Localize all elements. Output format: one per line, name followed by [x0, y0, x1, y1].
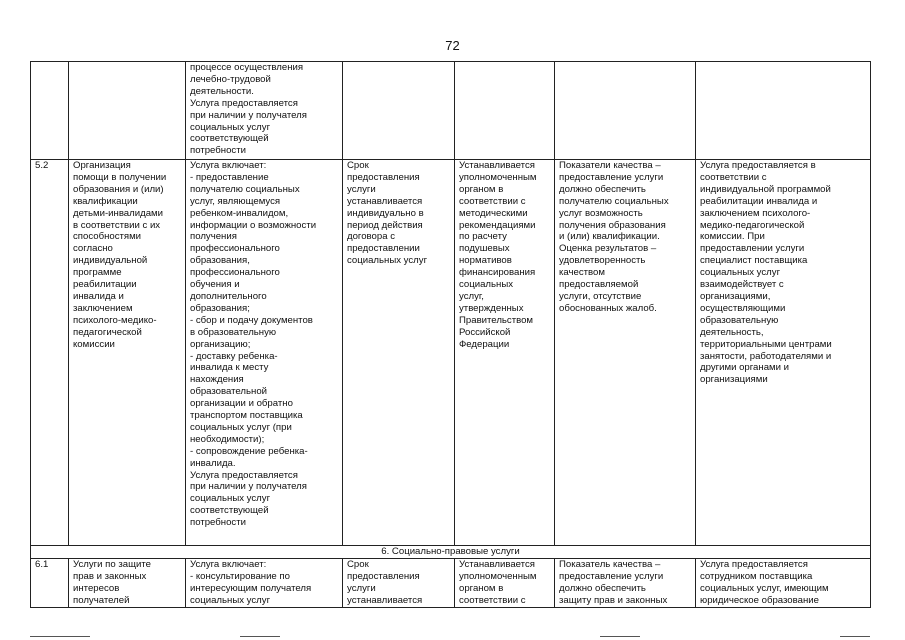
- cell-service-content: Услуга включает: - консультирование по интересующим получателя социальных услуг: [186, 558, 343, 607]
- cell-service-term: [343, 62, 455, 160]
- cell-service-quality: [555, 62, 696, 160]
- cell-service-conditions: Услуга предоставляется в соответствии с индивидуальной программой реабилитации инвалида и заключением психолого- медико-педагогической комиссии. При предоставлении услуги специалист поставщика социальных услуг взаимодействует с организациями, осуществляющими образовательную деятельность, территориальными центрами занятости, работодателями и другими органами и организациями: [696, 160, 871, 546]
- scan-artifact-line: [30, 636, 90, 637]
- cell-service-content: процессе осуществления лечебно-трудовой деятельности. Услуга предоставляется при наличии у получателя социальных услуг соответствующей потребности: [186, 62, 343, 160]
- table-row-6-1: [31, 558, 871, 607]
- cell-service-name: Организация помощи в получении образования и (или) квалификации детьми-инвалидами в соответствии с их способностями согласно индивидуальной программе реабилитации инвалида и заключением психолого-медико- педагогической комиссии: [69, 160, 186, 546]
- scan-artifact-line: [240, 636, 280, 637]
- page-number: 72: [445, 38, 460, 53]
- table-row-continuation: [31, 62, 871, 160]
- cell-service-term: Срок предоставления услуги устанавливается: [343, 558, 455, 607]
- scan-artifact-line: [840, 636, 870, 637]
- cell-service-name: Услуги по защите прав и законных интересов получателей: [69, 558, 186, 607]
- cell-service-quality: Показатели качества – предоставление услуги должно обеспечить получателю социальных услуг возможность получения образования и (или) квалификации. Оценка результатов – удовлетворенность качеством предоставляемой услуги, отсутствие обоснованных жалоб.: [555, 160, 696, 546]
- cell-num: [31, 62, 69, 160]
- services-table: [30, 61, 871, 608]
- scan-artifact-line: [600, 636, 640, 637]
- cell-service-conditions: Услуга предоставляется сотрудником поставщика социальных услуг, имеющим юридическое образование: [696, 558, 871, 607]
- section-title: 6. Социально-правовые услуги: [31, 546, 871, 559]
- cell-num: 5.2: [31, 160, 69, 546]
- cell-num: 6.1: [31, 558, 69, 607]
- cell-service-term: Срок предоставления услуги устанавливается индивидуально в период действия договора с предоставлении социальных услуг: [343, 160, 455, 546]
- cell-service-norm: Устанавливается уполномоченным органом в соответствии с методическими рекомендациями по расчету подушевых нормативов финансирования социальных услуг, утвержденных Правительством Российской Федерации: [455, 160, 555, 546]
- table-row-5-2: [31, 160, 871, 546]
- cell-service-content: Услуга включает: - предоставление получателю социальных услуг, являющемуся ребенком-инвалидом, информации о возможности получения профессионального образования, профессионального обучения и дополнительного образования; - сбор и подачу документов в образовательную организацию; - доставку ребенка- инвалида к месту нахождения образовательной организации и обратно транспортом поставщика социальных услуг (при необходимости); - сопровождение ребенка- инвалида. Услуга предоставляется при наличии у получателя социальных услуг соответствующей потребности: [186, 160, 343, 546]
- cell-service-conditions: [696, 62, 871, 160]
- cell-service-name: [69, 62, 186, 160]
- cell-service-quality: Показатель качества – предоставление услуги должно обеспечить защиту прав и законных: [555, 558, 696, 607]
- cell-service-norm: Устанавливается уполномоченным органом в соответствии с: [455, 558, 555, 607]
- cell-service-norm: [455, 62, 555, 160]
- section-header-row: [31, 546, 871, 559]
